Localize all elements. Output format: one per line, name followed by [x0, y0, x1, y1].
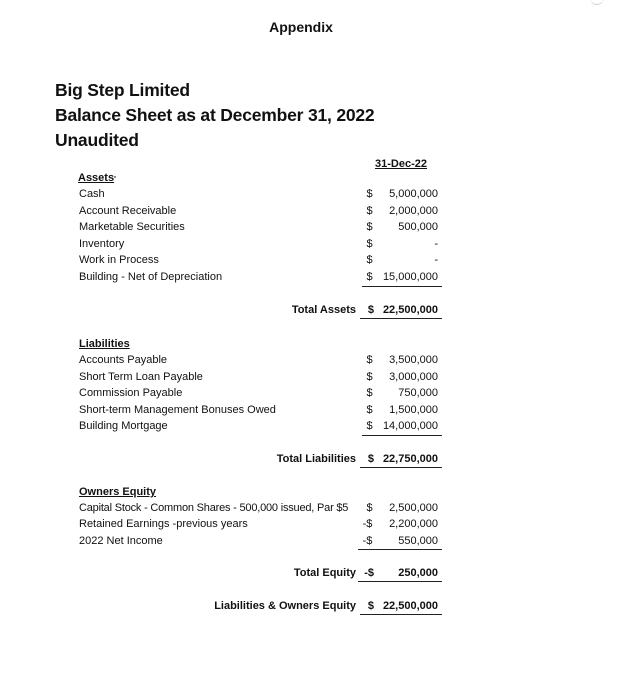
total-liabilities-amount: 22,750,000: [382, 453, 438, 465]
liability-dollar-bonuses: $: [366, 404, 373, 416]
liability-label-mortgage: Building Mortgage: [79, 420, 168, 432]
column-header-date: 31-Dec-22: [375, 158, 427, 170]
asset-dollar-wip: $: [366, 254, 373, 266]
liability-amount-ap: 3,500,000: [389, 354, 438, 366]
equity-label-retained-earnings: Retained Earnings -previous years: [79, 518, 248, 530]
asset-amount-building: 15,000,000: [382, 271, 438, 283]
asset-label-wip: Work in Process: [79, 254, 159, 266]
asset-label-receivable: Account Receivable: [79, 205, 177, 217]
liability-amount-bonuses: 1,500,000: [389, 404, 438, 416]
liabilities-heading: Liabilities: [79, 338, 130, 350]
grand-total-rule: [360, 614, 442, 615]
asset-dollar-receivable: $: [366, 205, 373, 217]
asset-dollar-building: $: [366, 271, 373, 283]
total-liabilities-label: Total Liabilities: [276, 453, 356, 465]
equity-amount-net-income: 550,000: [398, 535, 438, 547]
liability-label-loan: Short Term Loan Payable: [79, 371, 203, 383]
equity-dollar-capital-stock: $: [366, 502, 373, 514]
total-assets-amount: 22,500,000: [382, 304, 438, 316]
assets-subtotal-rule: [362, 286, 442, 287]
equity-heading: Owners Equity: [79, 486, 157, 498]
asset-dollar-cash: $: [366, 188, 373, 200]
asset-amount-wip: -: [434, 254, 438, 266]
liability-amount-commission: 750,000: [398, 387, 438, 399]
asset-label-inventory: Inventory: [79, 238, 125, 250]
equity-dollar-net-income: -$: [362, 535, 373, 547]
total-assets-rule: [360, 318, 442, 319]
equity-amount-capital-stock: 2,500,000: [389, 502, 438, 514]
equity-label-capital-stock: Capital Stock - Common Shares - 500,000 issued, Par $5: [79, 502, 349, 514]
asset-dollar-securities: $: [366, 221, 373, 233]
total-liabilities-rule: [360, 467, 442, 468]
total-assets-label: Total Assets: [291, 304, 356, 316]
liability-label-ap: Accounts Payable: [79, 354, 168, 366]
liability-label-bonuses: Short-term Management Bonuses Owed: [79, 404, 276, 416]
asset-label-securities: Marketable Securities: [79, 221, 185, 233]
asset-amount-securities: 500,000: [398, 221, 438, 233]
total-equity-rule: [358, 581, 442, 582]
liability-dollar-mortgage: $: [366, 420, 373, 432]
liability-label-commission: Commission Payable: [79, 387, 183, 399]
corner-artifact: [590, 0, 604, 5]
asset-amount-inventory: -: [434, 238, 438, 250]
liability-amount-loan: 3,000,000: [389, 371, 438, 383]
grand-total-dollar: $: [367, 600, 374, 612]
company-name: Big Step Limited: [55, 80, 190, 100]
grand-total-label: Liabilities & Owners Equity: [214, 600, 356, 612]
equity-amount-retained-earnings: 2,200,000: [389, 518, 438, 530]
statement-title: Balance Sheet as at December 31, 2022: [55, 105, 375, 125]
liability-dollar-commission: $: [366, 387, 373, 399]
total-liabilities-dollar: $: [367, 453, 374, 465]
total-assets-dollar: $: [367, 304, 374, 316]
assets-heading: Assets: [78, 172, 115, 184]
asset-amount-receivable: 2,000,000: [389, 205, 438, 217]
asset-label-cash: Cash: [79, 188, 105, 200]
asset-dollar-inventory: $: [366, 238, 373, 250]
asset-amount-cash: 5,000,000: [389, 188, 438, 200]
asset-label-building: Building - Net of Depreciation: [79, 271, 223, 283]
appendix-heading: Appendix: [269, 19, 333, 35]
total-equity-label: Total Equity: [293, 567, 356, 579]
equity-dollar-retained-earnings: -$: [362, 518, 373, 530]
liabilities-subtotal-rule: [362, 435, 442, 436]
total-equity-dollar: -$: [364, 567, 374, 579]
equity-subtotal-rule: [358, 549, 442, 550]
liability-amount-mortgage: 14,000,000: [382, 420, 438, 432]
liability-dollar-loan: $: [366, 371, 373, 383]
audit-status: Unaudited: [55, 130, 139, 150]
equity-label-net-income: 2022 Net Income: [79, 535, 163, 547]
total-equity-amount: 250,000: [398, 567, 438, 579]
stray-mark: [114, 176, 116, 178]
liability-dollar-ap: $: [366, 354, 373, 366]
grand-total-amount: 22,500,000: [382, 600, 438, 612]
